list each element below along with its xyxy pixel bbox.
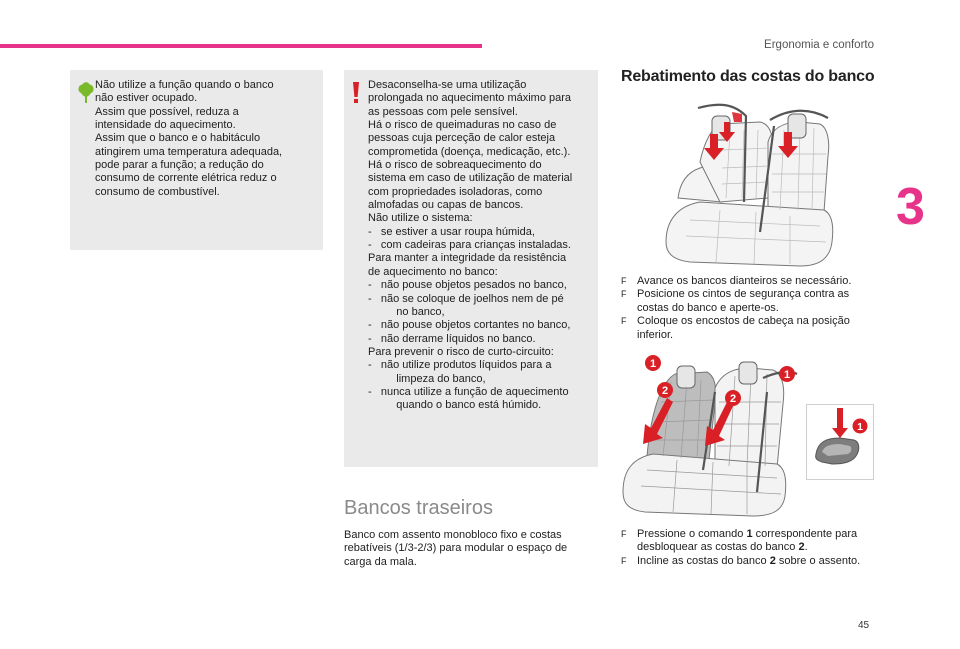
eco-tree-icon [78,82,94,104]
rear-seats-text: Banco com assento monobloco fixo e costas rebatíveis (1/3-2/3) para modular o espaço de carga da mala. [344,529,568,568]
warning-mid2: Para prevenir o risco de curto-circuito: [368,345,554,358]
warning-list-item: - não utilize produtos líquidos para a limpeza do banco, [368,359,552,385]
warning-list-item: - não derrame líquidos no banco. [368,332,536,345]
bullet-mark: F [621,555,627,566]
callout-1-label: 1 [649,358,657,370]
bullet-mark: F [621,276,627,286]
step-item: F Posicione os cintos de segurança contra as costas do banco e aperte-os. [621,288,850,314]
warning-list-item: - se estiver a usar roupa húmida, [368,225,535,238]
page-number: 45 [858,620,870,631]
bullet-mark: F [621,289,627,300]
callout-2b-label: 2 [729,393,737,405]
step-item: F Coloque os encostos de cabeça na posição inferior. [621,315,850,341]
folding-steps-2 [621,528,881,568]
warning-box [344,70,598,467]
warning-intro: Desaconselha-se uma utilização prolongada no aquecimento máximo para as pessoas com pele sensível. Há o risco de queimaduras no caso de pessoas cuja perceção de calor esteja comprometida (doença, medicação, etc.). Há o risco de sobreaquecimento do sistema em caso de utilização de material com propriedades isoladoras, como almofadas ou capas de bancos. Não utilize o sistema: [368,79,573,225]
chapter-number: 3 [896,178,925,236]
chapter-color-bar [0,44,482,48]
folding-heading: Rebatimento das costas do banco [621,68,875,85]
chapter-title: Ergonomia e conforto [764,39,874,51]
warning-text [368,79,592,413]
warning-list-item: - nunca utilize a função de aquecimento quando o banco está húmido. [368,385,569,412]
bullet-mark: F [621,529,627,539]
rear-seats-heading: Bancos traseiros [344,497,493,519]
bullet-mark: F [621,316,627,327]
step-item: F Avance os bancos dianteiros se necessário. [621,275,852,287]
warning-list-item: - com cadeiras para crianças instaladas. [368,239,571,252]
folding-steps-1 [621,275,881,342]
unlock-control-illustration [806,404,874,480]
callout-2-label: 2 [661,385,669,397]
eco-tip-text: Não utilize a função quando o banco não estiver ocupado. Assim que possível, reduza a intensidade do aquecimento. Assim que o banco e o habitáculo atingirem uma temperatura adequada, pode parar a função; a redução do consumo de corrente elétrica reduz o consumo de combustível. [95,79,283,198]
warning-list-item: - não se coloque de joelhos nem de pé no banco, [368,292,564,318]
step-item: F Incline as costas do banco 2 sobre o assento. [621,554,861,567]
warning-mid: Para manter a integridade da resistência de aquecimento no banco: [368,252,567,278]
rear-seat-headrest-illustration [660,102,836,270]
callout-1b-label: 1 [783,369,791,381]
warning-list-item: - não pouse objetos cortantes no banco, [368,319,571,332]
exclamation-icon [352,82,360,104]
eco-tip-box [70,70,323,250]
warning-list-item: - não pouse objetos pesados no banco, [368,279,567,292]
callout-1c-label: 1 [857,421,863,433]
step-item: F Pressione o comando 1 correspondente para desbloquear as costas do banco 2. [621,528,858,554]
rear-seat-folding-illustration [617,352,805,520]
